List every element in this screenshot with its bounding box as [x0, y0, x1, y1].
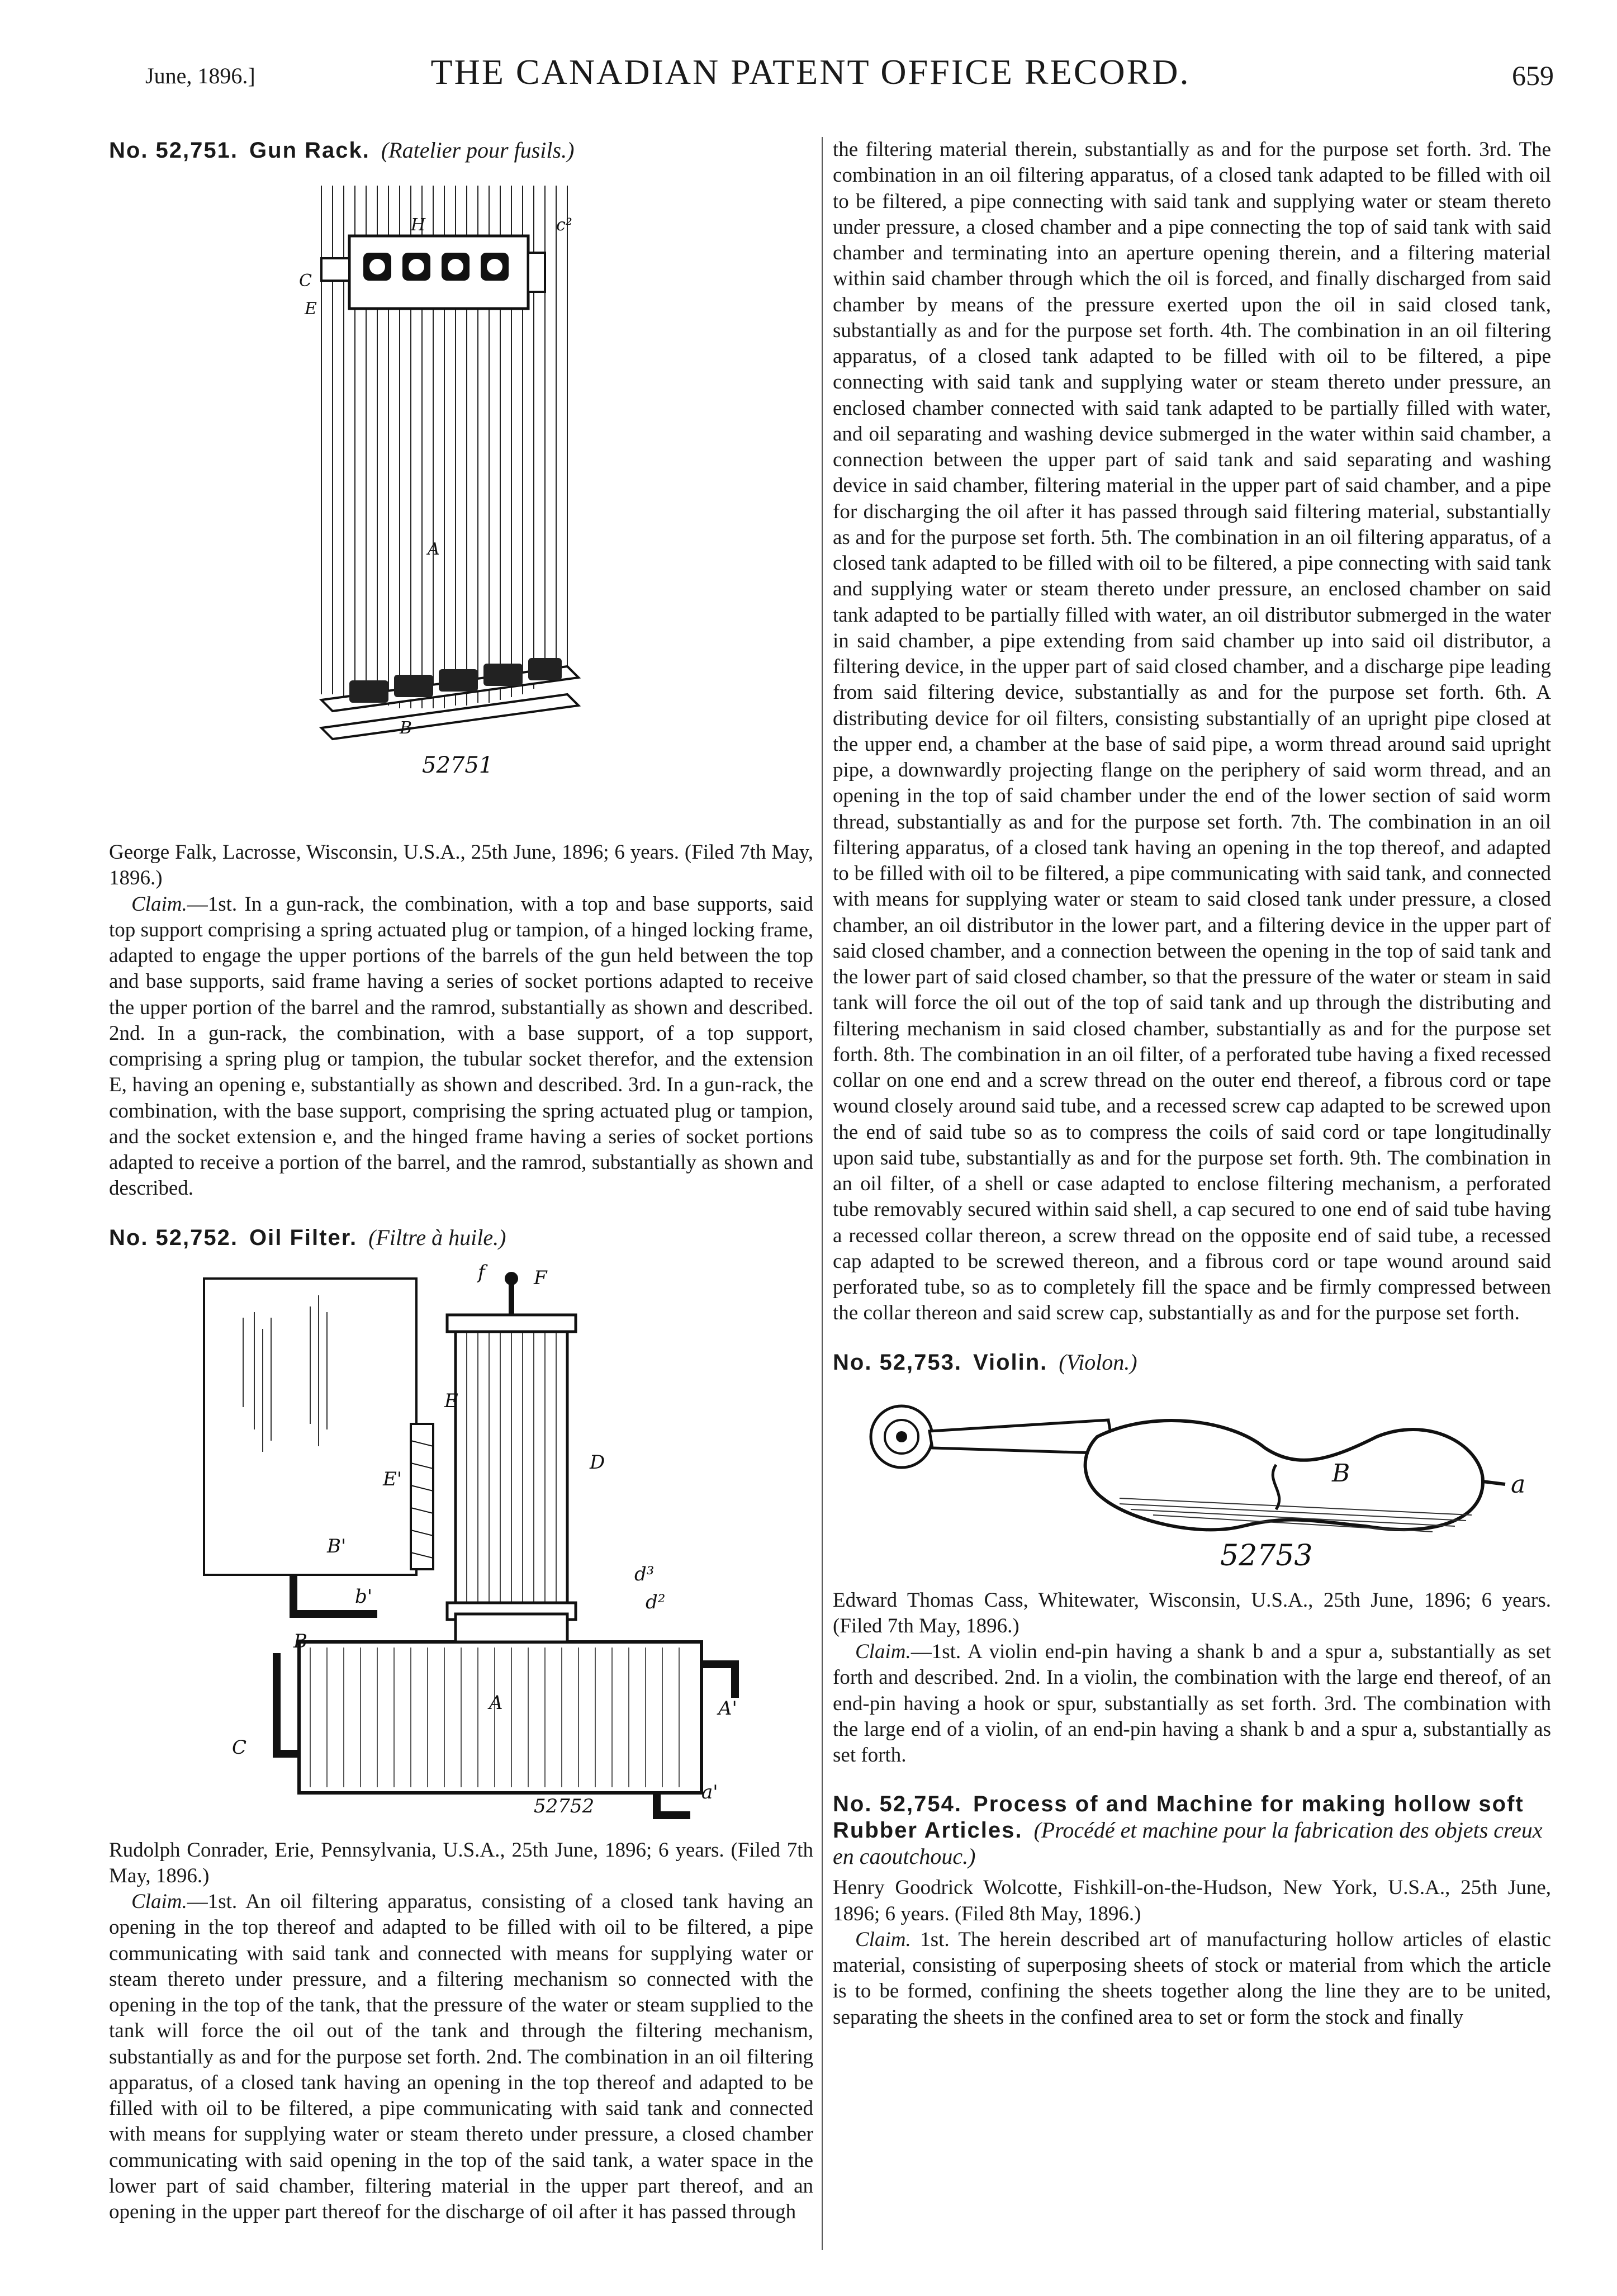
fig-letter: C: [299, 271, 312, 291]
violin-figure: [840, 1386, 1544, 1571]
patent-heading-52754: No. 52,754. Process of and Machine for making hollow soft Rubber Articles. (Procédé et machine pour la fabrication des objets creux en caoutchouc.): [833, 1792, 1543, 1869]
patent-heading-52751: No. 52,751. Gun Rack. (Ratelier pour fusils.): [109, 138, 575, 163]
left-column: [109, 137, 813, 2225]
claim-52753: Claim.—1st. A violin end-pin having a shank b and a spur a, substantially as set forth and described. 2nd. In a violin, the combination with the large end thereof, of an end-pin having a hook or spur, substantially as set forth. 3rd. The combination with the large end of a violin, of an end-pin having a shank b and a spur a, substantially as set forth.: [833, 1640, 1551, 1767]
patent-heading-52752: No. 52,752. Oil Filter. (Filtre à huile.): [109, 1224, 506, 1250]
fig-letter: b': [355, 1585, 373, 1608]
fig-letter: C: [232, 1736, 247, 1759]
header-date: June, 1896.]: [145, 63, 255, 88]
patent-heading-52753: No. 52,753. Violin. (Violon.): [833, 1349, 1137, 1375]
fig-letter: F: [534, 1266, 547, 1289]
fig-letter: B: [400, 718, 412, 738]
oil-filter-figure: [143, 1262, 757, 1821]
fig-letter: B: [293, 1630, 307, 1653]
gun-rack-drawing: [288, 174, 634, 823]
gun-rack-figure: [288, 174, 634, 823]
fig-letter: A': [718, 1697, 737, 1720]
violin-drawing: [840, 1386, 1544, 1571]
page-header: [67, 51, 1554, 119]
fig-letter: d²: [646, 1590, 666, 1613]
figure-number-label: 52751: [422, 752, 494, 778]
journal-title: THE CANADIAN PATENT OFFICE RECORD.: [430, 52, 1191, 92]
fig-letter: A: [428, 539, 440, 559]
fig-letter: H: [411, 215, 426, 235]
fig-letter: d³: [634, 1563, 655, 1585]
fig-letter: E': [383, 1467, 402, 1490]
claim-52751: Claim.—1st. In a gun-rack, the combination, with a top and base supports, said top support comprising a spring actuated plug or tampion, of a hinged locking frame, adapted to engage the upper portions of the barrels of the gun held between the top and base supports, said frame having a series of socket portions adapted to receive the upper portion of the barrel and the ramrod, substantially as shown and described. 2nd. In a gun-rack, the combination, with a base support, of a top support, comprising a spring plug or tampion, the tubular socket therefor, and the extension E, having an opening e, substantially as shown and described. 3rd. In a gun-rack, the combination, with the base support, comprising the spring actuated plug or tampion, and the socket extension e, and the hinged frame having a series of socket portions adapted to receive a portion of the barrel, and the ramrod, substantially as shown and described.: [109, 892, 813, 1200]
fig-letter: A: [489, 1691, 503, 1714]
claim-52752: Claim.—1st. An oil filtering apparatus, consisting of a closed tank having an opening in the top thereof and adapted to be filled with oil to be filtered, a pipe communicating with said tank and connected with means for supplying water or steam thereto under pressure, and a filtering mechanism so connected with the opening in the top of the tank, that the pressure of the water or steam supplied to the tank will force the oil out of the tank and through the filtering mechanism, substantially as and for the purpose set forth. 2nd. The combination in an oil filtering apparatus, of a closed tank having an opening in the top thereof and adapted to be filled with oil to be filtered, a pipe communicating with said tank and connected with means for supplying water or steam thereto under pressure, a closed chamber communicating with said opening in the top of the said tank, a water space in the lower part of said chamber, filtering material in the upper part thereof, and an opening in the upper part thereof for the discharge of oil after it has passed through: [109, 1890, 813, 2223]
claim-52752-continued: the filtering material therein, substantially as and for the purpose set forth. 3rd. The combination in an oil filtering apparatus, of a closed tank adapted to be filled with oil to be filtered, a pipe connecting with said tank and supplying water or steam thereto under pressure, a closed chamber and a pipe connecting the top of said tank with said chamber and terminating into an aperture opening therein, and a filtering material within said chamber through which the oil is forced, and finally discharged from said chamber by means of the pressure exerted upon the oil in said closed tank, substantially as and for the purpose set forth. 4th. The combination in an oil filtering apparatus, of a closed tank adapted to be filled with oil to be filtered, a pipe connecting with said tank and supplying water or steam thereto under pressure, an enclosed chamber connected with said tank adapted to be partially filled with water, and oil separating and washing device submerged in the water within said chamber, a connection between the upper part of said tank and said separating and washing device in said chamber, filtering material in the upper part of said chamber, and a pipe for discharging the oil after it has passed through said filtering material, substantially as and for the purpose set forth. 5th. The combination in an oil filtering apparatus, of a closed tank adapted to be filled with oil to be filtered, a pipe connecting with said tank and supplying water or steam thereto under pressure, an enclosed chamber on said tank adapted to be partially filled with water, an oil distributor submerged in the water in said chamber, a pipe extending from said chamber up into said oil distributor, a filtering device, in the upper part of said closed chamber, and a discharge pipe leading from said filtering device, substantially as and for the purpose set forth. 6th. A distributing device for oil filters, consisting substantially of an upright pipe closed at the upper end, a chamber at the base of said pipe, a worm thread around said upright pipe, a downwardly projecting flange on the periphery of said worm thread, and an opening in the top of said chamber under the end of the lower section of said worm thread, substantially as and for the purpose set forth. 7th. The combination in an oil filtering apparatus, of a closed tank having an opening in the top thereof, and adapted to be filled with oil to be filtered, a pipe communicating with said tank, and connected with means for supplying water or steam to said closed tank under pressure, a closed chamber, an oil distributor in the lower part, and a filtering device in the upper part of said closed chamber, and a connection between the opening in the top of said tank and the lower part of said closed chamber, so that the pressure of the water or steam in said tank will force the oil out of the top of said tank and up through the distributing and filtering mechanism in said closed chamber, substantially as and for the purpose set forth. 8th. The combination in an oil filter, of a perforated tube having a fixed recessed collar on one end and a screw thread on the outer end thereof, a fibrous cord or tape wound closely around said tube, and a recessed screw cap adapted to be screwed upon the end of said tube so as to compress the coils of said cord or tape longitudinally upon said tube, substantially as and for the purpose set forth. 9th. The combination in an oil filter, of a shell or case adapted to enclose filtering mechanism, a perforated tube removably secured within said shell, a cap secured to one end of said tube having a recessed collar thereon, a screw thread on the opposite end of said tube, a recessed cap adapted to be screwed thereon, and a fibrous cord or tape wound around said perforated tube, so as to completely fill the space and be firmly compressed between the collar thereon and said screw cap, substantially as and for the purpose set forth.: [833, 138, 1551, 1325]
inventor-52753: Edward Thomas Cass, Whitewater, Wisconsin, U.S.A., 25th June, 1896; 6 years. (Filed 7th May, 1896.): [833, 1588, 1551, 1637]
inventor-52751: George Falk, Lacrosse, Wisconsin, U.S.A., 25th June, 1896; 6 years. (Filed 7th May, 1896.): [109, 841, 813, 890]
fig-letter: E: [305, 299, 317, 319]
fig-letter: f: [478, 1261, 485, 1284]
fig-letter: B': [327, 1535, 347, 1558]
inventor-52754: Henry Goodrick Wolcotte, Fishkill-on-the-Hudson, New York, U.S.A., 25th June, 1896; 6 years. (Filed 8th May, 1896.): [833, 1876, 1551, 1925]
page-number: 659: [1512, 60, 1554, 91]
fig-letter: E: [444, 1389, 458, 1412]
fig-letter: D: [590, 1451, 605, 1474]
fig-letter: c²: [556, 215, 572, 235]
figure-number-label: 52753: [1220, 1538, 1312, 1571]
claim-52754: Claim. 1st. The herein described art of manufacturing hollow articles of elastic material, consisting of superposing sheets of stock or material from which the article is to be formed, confining the sheets together along the line they are to be united, separating the sheets in the confined area to set or form the stock and finally: [833, 1928, 1551, 2029]
fig-letter: B: [1331, 1459, 1350, 1488]
fig-letter: a: [1510, 1470, 1525, 1499]
figure-number-label: 52752: [534, 1795, 595, 1817]
inventor-52752: Rudolph Conrader, Erie, Pennsylvania, U.S.A., 25th June, 1896; 6 years. (Filed 7th May, 1896.): [109, 1838, 813, 1887]
right-column: [833, 137, 1551, 2030]
oil-filter-drawing: [143, 1262, 757, 1821]
column-divider: [822, 137, 823, 2250]
fig-letter: a': [701, 1781, 718, 1803]
